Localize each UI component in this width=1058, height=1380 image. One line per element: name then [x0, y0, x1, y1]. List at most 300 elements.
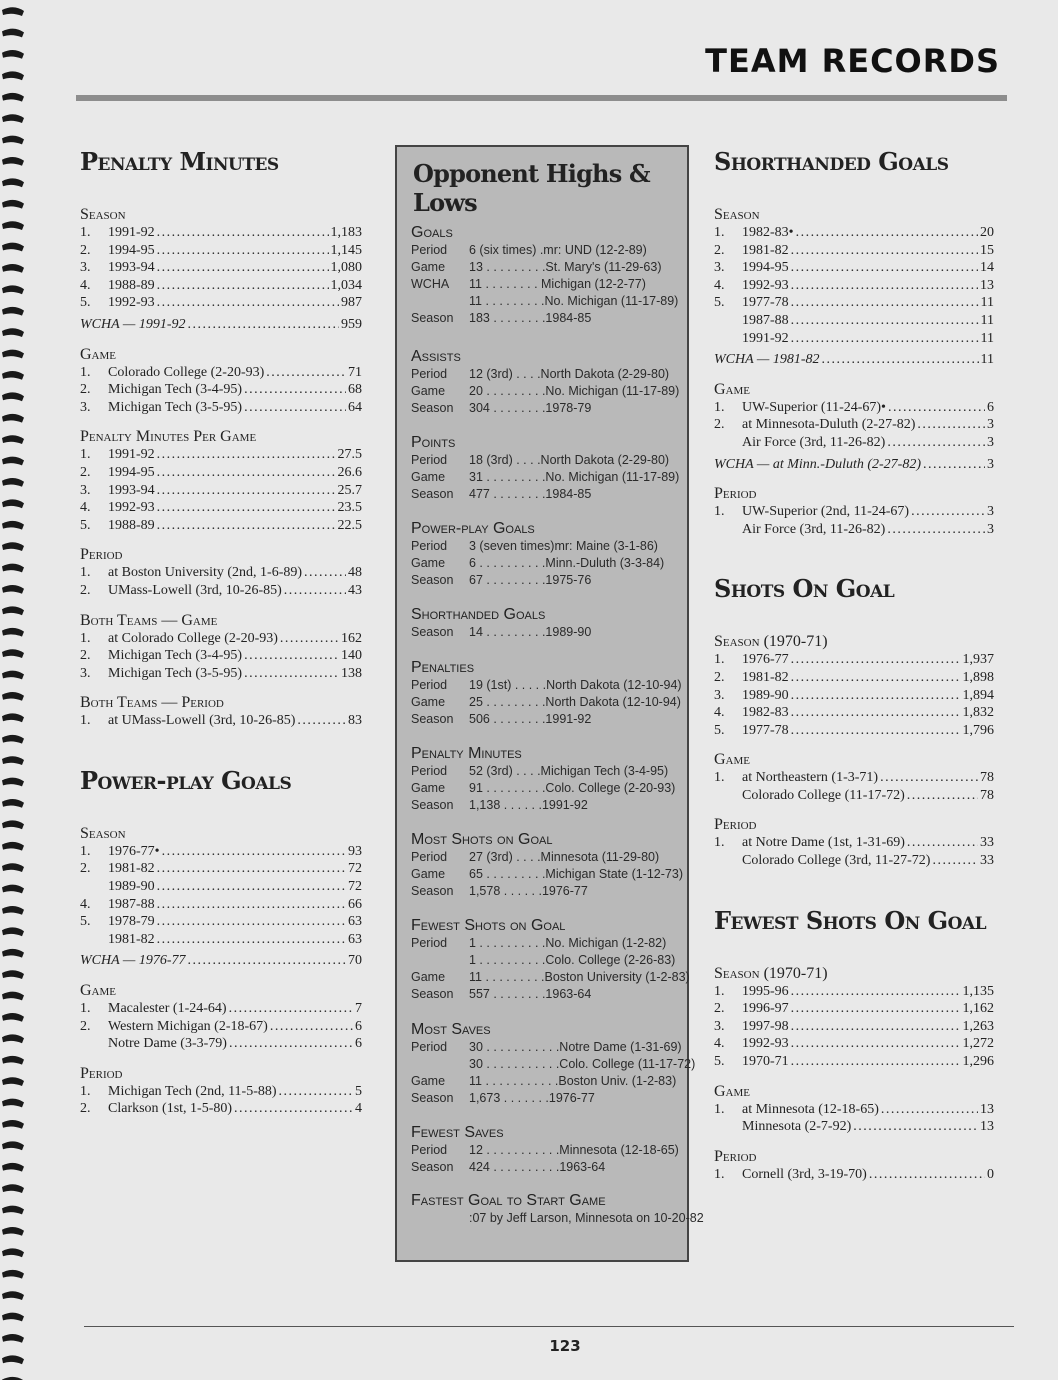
box-row: [411, 452, 681, 469]
record-row: [80, 364, 362, 382]
record-value: 140: [341, 648, 362, 664]
spiral-coil: [2, 1184, 24, 1193]
spiral-coil: [2, 778, 24, 787]
record-row: [80, 259, 362, 277]
record-row: [80, 242, 362, 260]
record-label: Cornell (3rd, 3-19-70): [742, 1166, 867, 1182]
spiral-coil: [2, 906, 24, 915]
box-row-key: Game: [411, 970, 446, 984]
record-value: 1,135: [962, 983, 994, 999]
record-row: [80, 647, 362, 665]
record-row: [714, 1166, 994, 1184]
box-row-value: 506 . . . . . . . .1991-92: [469, 712, 592, 726]
leader-dots: [270, 1018, 353, 1036]
box-row-key: Season: [411, 1160, 454, 1174]
record-row: [714, 277, 994, 295]
box-row-key: Period: [411, 936, 448, 950]
record-rank: 4.: [714, 1036, 725, 1052]
record-rank: 1.: [80, 843, 91, 859]
record-value: 7: [355, 1001, 362, 1017]
box-row: [411, 555, 681, 572]
spiral-coil: [2, 29, 24, 38]
box-row-key: Game: [411, 781, 446, 795]
box-row-key: Period: [411, 764, 448, 778]
spiral-coil: [2, 328, 24, 337]
record-rank: [714, 1118, 742, 1136]
pp-season-label: Season: [80, 824, 126, 842]
record-label: 1981-82: [108, 861, 155, 877]
record-rank: 1.: [80, 447, 91, 463]
record-rank: 1.: [80, 713, 91, 729]
record-value: 26.6: [337, 464, 362, 480]
record-value: 3: [987, 521, 994, 537]
record-row: [80, 564, 362, 582]
record-value: 11: [980, 295, 994, 311]
opponent-highs-lows-box: [395, 145, 704, 1262]
record-label: 1995-96: [742, 983, 789, 999]
sog-period-list: [714, 834, 994, 869]
box-row-value: 67 . . . . . . . . .1975-76: [469, 573, 592, 587]
leader-dots: [869, 1166, 985, 1184]
pm-season-label: Season: [80, 206, 126, 223]
pp-game-label: Game: [80, 982, 116, 1000]
record-label: UMass-Lowell (3rd, 10-26-85): [108, 582, 282, 598]
sh-period-label: Period: [714, 485, 757, 503]
spiral-coil: [2, 1099, 24, 1108]
record-rank: 4.: [80, 277, 91, 293]
record-value: 66: [348, 896, 362, 912]
leader-dots: [244, 647, 339, 665]
box-row-key: [411, 293, 469, 310]
box-row: [411, 624, 681, 641]
box-section: [411, 659, 681, 728]
box-section: [411, 224, 681, 327]
record-rank: 3.: [714, 687, 725, 703]
record-rank: 1.: [80, 565, 91, 581]
leader-dots: [157, 277, 329, 295]
spiral-coil: [2, 585, 24, 594]
box-row-value: 3 (seven times)mr: Maine (3-1-86): [469, 539, 658, 553]
fs-period-list: [714, 1166, 994, 1184]
fs-season-label: Season (1970-71): [714, 964, 828, 982]
leader-dots: [234, 1100, 353, 1118]
spiral-coil: [2, 542, 24, 551]
sog-game-list: [714, 769, 994, 804]
record-label: at Boston University (2nd, 1-6-89): [108, 565, 303, 581]
box-row-value: 31 . . . . . . . . .No. Michigan (11-17-89): [469, 470, 680, 484]
box-row: [411, 310, 681, 327]
record-label: at Colorado College (2-20-93): [108, 630, 278, 646]
record-value: 1,145: [330, 242, 362, 258]
box-row-value: 304 . . . . . . . .1978-79: [469, 401, 592, 415]
record-row: [80, 446, 362, 464]
spiral-coil: [2, 243, 24, 252]
record-value: 11: [980, 312, 994, 328]
box-row-key: Season: [411, 401, 454, 415]
spiral-coil: [2, 114, 24, 123]
record-label: UW-Superior (11-24-67)•: [742, 399, 886, 415]
sh-game-wcha-row: WCHA — at Minn.-Duluth (2-27-82) . . . 3: [714, 456, 994, 474]
box-row-key: Season: [411, 625, 454, 639]
box-row: [411, 694, 681, 711]
box-row: [411, 259, 681, 276]
record-label: 1992-93: [108, 295, 155, 311]
box-row: [411, 866, 681, 883]
record-row: [714, 769, 994, 787]
sh-season-list: [714, 224, 994, 347]
spiral-coil: [2, 392, 24, 401]
record-value: 22.5: [337, 517, 362, 533]
record-row: [80, 843, 362, 861]
fs-period-label: Period: [714, 1147, 757, 1165]
leader-dots: [791, 669, 961, 687]
pm-both-game-list: [80, 630, 362, 683]
leader-dots: [791, 651, 961, 669]
record-row: [80, 399, 362, 417]
record-value: 4: [355, 1101, 362, 1117]
sh-season-label: Season: [714, 206, 760, 223]
record-label: Macalester (1-24-64): [108, 1001, 227, 1017]
record-rank: [714, 330, 742, 348]
leader-dots: [791, 277, 978, 295]
box-row-key: Season: [411, 987, 454, 1001]
record-label: 1982-83: [742, 705, 789, 721]
box-section: [411, 1192, 704, 1227]
spiral-coil: [2, 1248, 24, 1257]
box-row-value: 11 . . . . . . . . Michigan (12-2-77): [469, 277, 646, 291]
record-value: 13: [980, 1119, 994, 1135]
box-row-value: 1,673 . . . . . . .1976-77: [469, 1091, 595, 1105]
box-row-key: Period: [411, 1040, 448, 1054]
leader-dots: [917, 416, 985, 434]
record-row: [714, 1018, 994, 1036]
leader-dots: [304, 564, 346, 582]
record-value: 33: [980, 853, 994, 869]
spiral-coil: [2, 136, 24, 145]
record-value: 64: [348, 399, 362, 415]
box-row-key: WCHA: [411, 277, 450, 291]
record-label: Western Michigan (2-18-67): [108, 1018, 268, 1034]
box-row-value: 19 (1st) . . . . .North Dakota (12-10-94): [469, 678, 682, 692]
record-label: 1989-90: [108, 879, 155, 895]
record-row: [80, 630, 362, 648]
box-row: [411, 849, 681, 866]
spiral-coil: [2, 970, 24, 979]
penalty-minutes-title: Penalty Minutes: [80, 147, 279, 176]
record-rank: 5.: [80, 295, 91, 311]
record-rank: 2.: [80, 1018, 91, 1034]
leader-dots: [157, 878, 346, 896]
leader-dots: [791, 722, 961, 740]
record-rank: [714, 852, 742, 870]
leader-dots: [157, 499, 336, 517]
box-row: [411, 1210, 704, 1227]
spiral-coil: [2, 1163, 24, 1172]
record-row: [714, 416, 994, 434]
leader-dots: [157, 931, 346, 949]
box-row-value: 30 . . . . . . . . . . .Colo. College (11-17-72): [469, 1057, 696, 1071]
box-row-key: Season: [411, 798, 454, 812]
record-row: [80, 1018, 362, 1036]
pm-period-label: Period: [80, 546, 123, 564]
spiral-coil: [2, 1034, 24, 1043]
box-row-value: 30 . . . . . . . . . . .Notre Dame (1-31-69): [469, 1040, 682, 1054]
box-row-value: 1 . . . . . . . . . .Colo. College (2-26-83): [469, 953, 676, 967]
record-rank: 3.: [80, 260, 91, 276]
record-row: [714, 259, 994, 277]
box-row-value: 18 (3rd) . . . .North Dakota (2-29-80): [469, 453, 670, 467]
spiral-coil: [2, 1141, 24, 1150]
fewest-shots-title: Fewest Shots On Goal: [714, 905, 987, 935]
leader-dots: [791, 1000, 961, 1018]
box-row: [411, 952, 681, 969]
record-rank: 2.: [80, 1101, 91, 1117]
record-rank: 1.: [80, 364, 91, 380]
power-play-title: Power-play Goals: [80, 765, 292, 795]
box-section: [411, 745, 681, 814]
record-rank: 5.: [714, 1054, 725, 1070]
record-label: 1994-95: [742, 260, 789, 276]
record-value: 68: [348, 382, 362, 398]
box-section-label: Fastest Goal to Start Game: [411, 1192, 606, 1209]
record-label: 1992-93: [108, 500, 155, 516]
box-row-value: 11 . . . . . . . . .Boston University (1-2-83): [469, 970, 690, 984]
record-label: Colorado College (3rd, 11-27-72): [742, 853, 931, 869]
box-section-label: Points: [411, 434, 456, 451]
leader-dots: [791, 242, 978, 260]
record-rank: 3.: [80, 482, 91, 498]
record-label: at Notre Dame (1st, 1-31-69): [742, 835, 905, 851]
pp-period-label: Period: [80, 1064, 123, 1082]
box-row: [411, 1073, 681, 1090]
record-rank: 3.: [714, 1018, 725, 1034]
record-rank: 2.: [80, 648, 91, 664]
spiral-coil: [2, 564, 24, 573]
record-label: at Minnesota (12-18-65): [742, 1101, 879, 1117]
leader-dots: [157, 446, 336, 464]
box-row-key: Season: [411, 1091, 454, 1105]
record-label: at Minnesota-Duluth (2-27-82): [742, 417, 916, 433]
spiral-coil: [2, 478, 24, 487]
box-section-label: Most Saves: [411, 1021, 491, 1038]
box-section-label: Penalties: [411, 659, 475, 676]
record-value: 1,080: [330, 260, 362, 276]
spiral-coil: [2, 350, 24, 359]
box-row-value: 13 . . . . . . . . .St. Mary's (11-29-63): [469, 260, 662, 274]
record-rank: 5.: [80, 517, 91, 533]
box-section: [411, 917, 690, 1003]
record-label: 1987-88: [108, 896, 155, 912]
spiral-coil: [2, 756, 24, 765]
spiral-coil: [2, 735, 24, 744]
record-value: 3: [987, 417, 994, 433]
box-section: [411, 831, 681, 900]
record-value: 3: [987, 504, 994, 520]
box-row-value: 1,578 . . . . . .1976-77: [469, 884, 588, 898]
box-row: [411, 486, 681, 503]
record-value: 1,296: [962, 1054, 994, 1070]
record-value: 78: [980, 787, 994, 803]
spiral-coil: [2, 885, 24, 894]
box-row: [411, 763, 681, 780]
box-row: [411, 1142, 681, 1159]
record-value: 72: [348, 861, 362, 877]
record-row: [714, 1000, 994, 1018]
record-label: Air Force (3rd, 11-26-82): [742, 434, 886, 450]
record-row: [80, 1000, 362, 1018]
record-value: 1,937: [962, 652, 994, 668]
box-row: [411, 797, 681, 814]
spiral-coil: [2, 50, 24, 59]
sog-game-label: Game: [714, 751, 750, 769]
leader-dots: [229, 1035, 353, 1053]
box-row: [411, 969, 690, 986]
pp-wcha-row: WCHA — 1976-77 . . . 70: [80, 952, 362, 970]
record-value: 20: [980, 225, 994, 240]
record-rank: [714, 434, 742, 452]
box-row-value: 6 . . . . . . . . . .Minn.-Duluth (3-3-84): [469, 556, 665, 570]
record-row: [80, 878, 362, 896]
box-section: [411, 520, 681, 589]
record-row: [714, 852, 994, 870]
box-row-key: Season: [411, 884, 454, 898]
box-section: [411, 1021, 696, 1107]
record-value: 11: [980, 330, 994, 346]
record-label: 1978-79: [108, 914, 155, 930]
record-row: [80, 665, 362, 683]
record-row: [714, 834, 994, 852]
record-row: [80, 1100, 362, 1118]
right-column: [714, 147, 994, 1183]
record-row: [80, 860, 362, 878]
leader-dots: [244, 381, 346, 399]
pp-period-list: [80, 1083, 362, 1118]
record-label: Michigan Tech (3-4-95): [108, 382, 243, 398]
box-row-key: Game: [411, 1074, 446, 1088]
box-row-key: Season: [411, 487, 454, 501]
record-row: [714, 224, 994, 242]
box-row-value: 1,138 . . . . . .1991-92: [469, 798, 588, 812]
record-value: 6: [987, 399, 994, 415]
pp-game-list: [80, 1000, 362, 1053]
box-row: [411, 935, 681, 952]
record-rank: [80, 1035, 108, 1053]
pm-wcha-row: WCHA — 1991-92 . . . 959: [80, 316, 362, 334]
pm-game-label: Game: [80, 345, 116, 363]
box-section-label: Fewest Shots on Goal: [411, 917, 566, 934]
record-label: 1994-95: [108, 464, 155, 480]
record-row: [714, 1118, 994, 1136]
record-row: [714, 521, 994, 539]
box-row: [411, 400, 681, 417]
leader-dots: [162, 843, 346, 861]
record-row: [80, 517, 362, 535]
box-row-value: 27 (3rd) . . . .Minnesota (11-29-80): [469, 850, 660, 864]
sh-wcha-row: WCHA — 1981-82 . . . 11: [714, 351, 994, 369]
record-label: 1991-92: [742, 330, 789, 346]
footer-rule: [84, 1326, 1014, 1327]
shorthanded-title: Shorthanded Goals: [714, 147, 949, 176]
box-row-key: [411, 952, 469, 969]
record-rank: 3.: [80, 665, 91, 681]
record-value: 83: [348, 713, 362, 729]
record-row: [80, 464, 362, 482]
record-value: 13: [980, 1101, 994, 1117]
box-row: [411, 711, 681, 728]
record-rank: 5.: [714, 295, 725, 311]
record-row: [80, 896, 362, 914]
spiral-coil: [2, 264, 24, 273]
record-rank: 2.: [80, 242, 91, 258]
record-label: at UMass-Lowell (3rd, 10-26-85): [108, 713, 296, 729]
spiral-coil: [2, 521, 24, 530]
box-row-key: Game: [411, 470, 446, 484]
record-row: [80, 1083, 362, 1101]
record-label: 1991-92: [108, 225, 155, 240]
record-value: 6: [355, 1036, 362, 1052]
record-rank: 2.: [80, 464, 91, 480]
leader-dots: [157, 913, 346, 931]
box-section-label: Fewest Saves: [411, 1124, 504, 1141]
pm-both-period-list: [80, 712, 362, 730]
record-label: Michigan Tech (3-5-95): [108, 665, 243, 681]
box-row: [411, 1056, 696, 1073]
record-label: Michigan Tech (2nd, 11-5-88): [108, 1083, 277, 1099]
box-row-key: [411, 1210, 469, 1227]
record-rank: 1.: [80, 225, 91, 240]
record-value: 27.5: [337, 447, 362, 463]
leader-dots: [244, 665, 339, 683]
box-row: [411, 366, 681, 383]
spiral-coil: [2, 1013, 24, 1022]
box-row-value: 14 . . . . . . . . .1989-90: [469, 625, 592, 639]
record-rank: 5.: [714, 722, 725, 738]
leader-dots: [907, 834, 978, 852]
sh-game-list: [714, 399, 994, 452]
record-label: 1989-90: [742, 687, 789, 703]
box-row-value: 12 . . . . . . . . . . .Minnesota (12-18-65): [469, 1143, 679, 1157]
opponent-highs-lows-title: Opponent Highs & Lows: [413, 159, 650, 217]
leader-dots: [791, 1053, 961, 1071]
box-row-key: [411, 1056, 469, 1073]
spiral-coil: [2, 606, 24, 615]
record-value: 1,034: [330, 277, 362, 293]
box-row-key: Period: [411, 678, 448, 692]
box-row: [411, 883, 681, 900]
box-row-value: 557 . . . . . . . .1963-64: [469, 987, 592, 1001]
record-label: at Northeastern (1-3-71): [742, 770, 879, 786]
spiral-coil: [2, 1056, 24, 1065]
record-label: 1992-93: [742, 1036, 789, 1052]
box-row: [411, 1159, 681, 1176]
record-label: 1982-83•: [742, 225, 794, 240]
box-row-value: 12 (3rd) . . . .North Dakota (2-29-80): [469, 367, 670, 381]
spiral-binding: [0, 0, 34, 1380]
record-label: 1996-97: [742, 1001, 789, 1017]
record-value: 6: [355, 1018, 362, 1034]
record-row: [714, 1035, 994, 1053]
record-value: 3: [987, 434, 994, 450]
fs-game-label: Game: [714, 1082, 750, 1100]
record-value: 1,898: [962, 669, 994, 685]
record-label: 1981-82: [108, 931, 155, 947]
spiral-coil: [2, 157, 24, 166]
leader-dots: [791, 294, 979, 312]
leader-dots: [791, 312, 979, 330]
leader-dots: [157, 896, 346, 914]
record-row: [714, 669, 994, 687]
record-rank: 2.: [80, 382, 91, 398]
